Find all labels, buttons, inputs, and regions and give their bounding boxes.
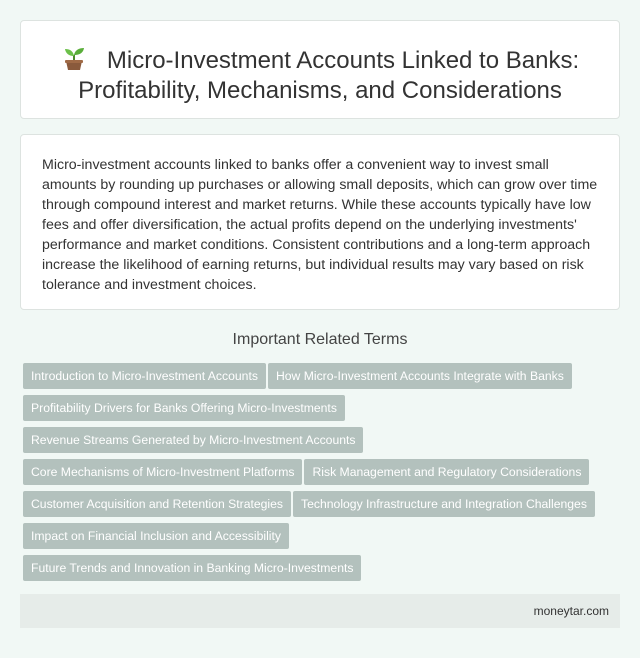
related-terms-list (23, 363, 618, 587)
tag-row (23, 555, 618, 587)
footer-site[interactable]: moneytar.com (533, 604, 609, 618)
tag-row (23, 459, 618, 491)
tag-row (23, 395, 618, 427)
related-term-tag[interactable]: Customer Acquisition and Retention Strategies (23, 491, 291, 517)
title-card (20, 20, 620, 119)
tag-row (23, 491, 618, 523)
summary-text: Micro-investment accounts linked to banks offer a convenient way to invest small amounts by rounding up purchases or allowing small deposits, which can grow over time through compound interest and market returns. While these accounts typically have low fees and offer diversification, the actual profits depend on the underlying investments' performance and market conditions. Consistent contributions and a long-term approach increase the likelihood of earning returns, but individual results may vary based on risk tolerance and investment choices. (42, 157, 598, 293)
related-term-tag[interactable]: Introduction to Micro-Investment Accounts (23, 363, 266, 389)
related-term-tag[interactable]: Future Trends and Innovation in Banking Micro-Investments (23, 555, 361, 581)
related-term-tag[interactable]: Profitability Drivers for Banks Offering Micro-Investments (23, 395, 345, 421)
related-term-tag[interactable]: How Micro-Investment Accounts Integrate with Banks (268, 363, 572, 389)
sprout-icon (61, 45, 87, 71)
related-terms-heading: Important Related Terms (232, 331, 408, 348)
footer (20, 594, 620, 628)
related-term-tag[interactable]: Core Mechanisms of Micro-Investment Platforms (23, 459, 302, 485)
title-line-1: Micro-Investment Accounts Linked to Banks: (106, 47, 580, 74)
title-line-2: Profitability, Mechanisms, and Considerations (78, 77, 562, 104)
tag-row (23, 523, 618, 555)
tag-row (23, 363, 618, 395)
related-term-tag[interactable]: Risk Management and Regulatory Considerations (304, 459, 589, 485)
related-term-tag[interactable]: Impact on Financial Inclusion and Accessibility (23, 523, 289, 549)
page-title (21, 45, 619, 106)
related-term-tag[interactable]: Revenue Streams Generated by Micro-Investment Accounts (23, 427, 363, 453)
tag-row (23, 427, 618, 459)
related-term-tag[interactable]: Technology Infrastructure and Integration Challenges (293, 491, 595, 517)
summary-card (20, 134, 620, 310)
